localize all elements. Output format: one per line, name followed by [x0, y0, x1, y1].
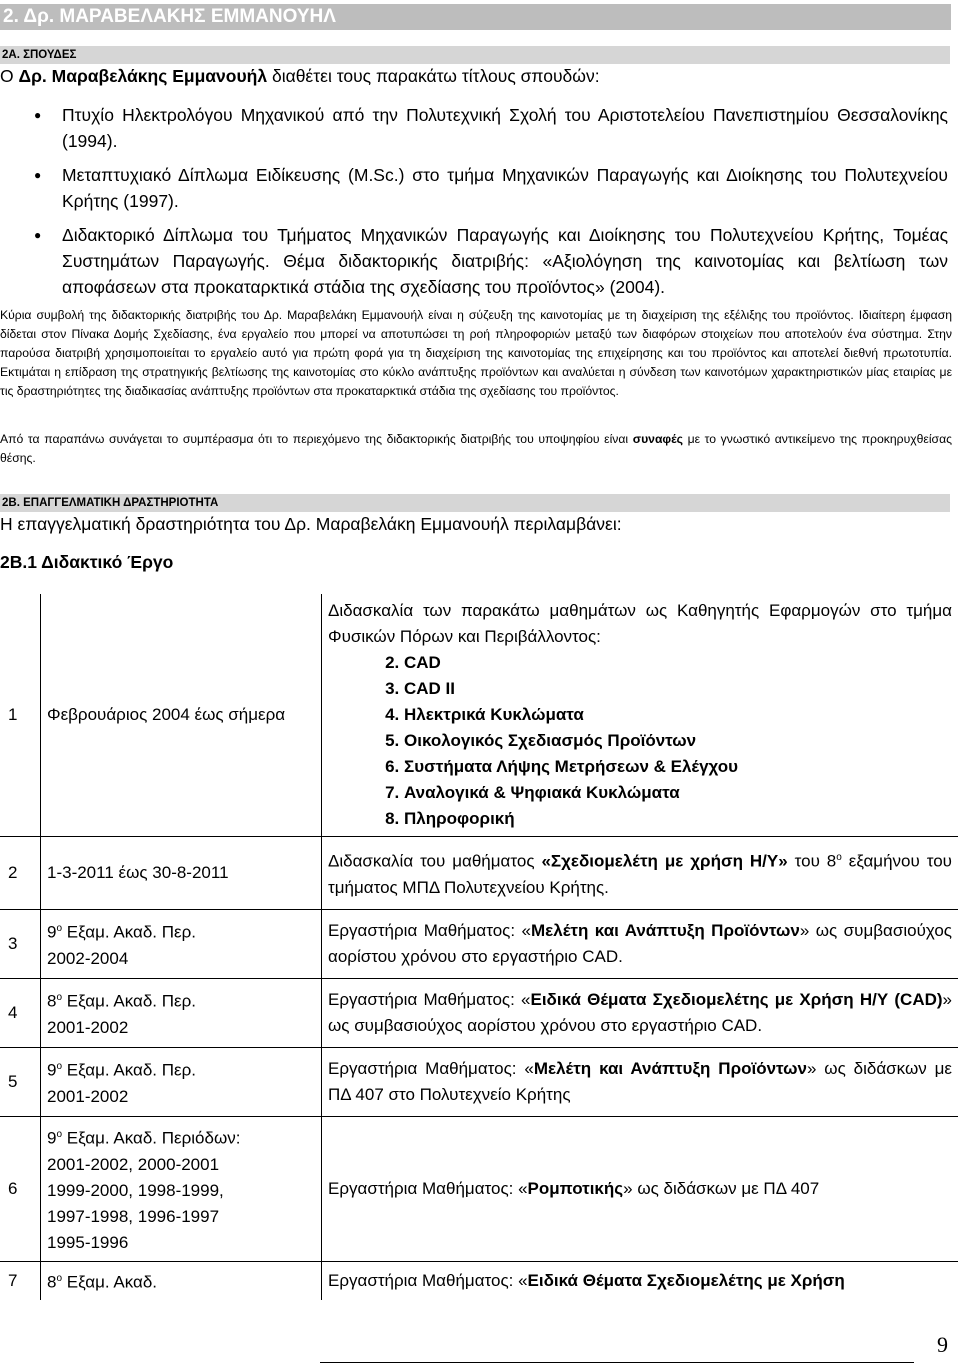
conclusion-pre: Από τα παραπάνω συνάγεται το συμπέρασμα ότι το περιεχόμενο της διδακτορικής διατριβής του υποψηφίου είναι	[0, 432, 633, 446]
course-item: 6. Συστήματα Λήψης Μετρήσεων & Ελέγχου	[404, 754, 952, 780]
row-period: Φεβρουάριος 2004 έως σήμερα	[41, 594, 322, 837]
teaching-work-title: 2Β.1 Διδακτικό Έργο	[0, 552, 174, 572]
row-description	[322, 910, 959, 979]
period-line: 1997-1998, 1996-1997	[47, 1206, 220, 1226]
desc-bold: Ειδικά Θέματα Σχεδιομελέτης με Χρήση	[527, 1271, 845, 1290]
desc-bold: Ειδικά Θέματα Σχεδιομελέτης με Χρήση Η/Υ (CAD)	[530, 990, 943, 1009]
subsection-professional-title: 2Β. ΕΠΑΓΓΕΛΜΑΤΙΚΗ ΔΡΑΣΤΗΡΙΟΤΗΤΑ	[0, 494, 950, 512]
period-sup: ο	[56, 992, 63, 1004]
row-description	[322, 979, 959, 1048]
course-item: 4. Ηλεκτρικά Κυκλώματα	[404, 702, 952, 728]
desc-post: » ως διδάσκων με ΠΔ 407	[623, 1179, 820, 1198]
row-number: 5	[0, 1048, 41, 1117]
course-item: 7. Αναλογικά & Ψηφιακά Κυκλώματα	[404, 780, 952, 806]
row-description	[322, 1048, 959, 1117]
desc-bold: «Σχεδιομελέτη με χρήση Η/Υ»	[541, 851, 788, 871]
period-b: Εξαμ. Ακαδ. Περιόδων:	[62, 1128, 241, 1148]
period-b: Εξαμ. Ακαδ. Περ.	[62, 1060, 196, 1080]
row-period	[41, 910, 322, 979]
desc-pre: Εργαστήρια Μαθήματος: «	[328, 1271, 528, 1290]
intro-name: Δρ. Μαραβελάκης Εμμανουήλ	[18, 66, 268, 86]
table-row	[0, 837, 958, 910]
row-desc-text: Διδασκαλία των παρακάτω μαθημάτων ως Καθηγητής Εφαρμογών στο τμήμα Φυσικών Πόρων και Περιβάλλοντος:	[328, 601, 952, 646]
intro-post: διαθέτει τους παρακάτω τίτλους σπουδών:	[267, 66, 600, 86]
course-list	[328, 650, 952, 832]
row-number: 2	[0, 837, 41, 910]
row-period	[41, 1117, 322, 1262]
course-item: 3. CAD II	[404, 676, 952, 702]
desc-post: » ως συμβασιούχος αορίστου χρόνου στο εργαστήριο CAD.	[328, 990, 953, 1035]
row-period	[41, 1262, 322, 1301]
period-sup: ο	[56, 1061, 63, 1073]
period-b: Εξαμ. Ακαδ. Περ.	[62, 991, 196, 1011]
period-c: 2001-2002	[47, 1086, 129, 1106]
row-period: 1-3-2011 έως 30-8-2011	[41, 837, 322, 910]
period-b: Εξαμ. Ακαδ. Περ.	[62, 922, 196, 942]
row-number: 4	[0, 979, 41, 1048]
intro-pre: Ο	[0, 66, 19, 86]
period-a: 9	[47, 1060, 57, 1080]
desc-pre: Εργαστήρια Μαθήματος: «	[328, 990, 531, 1009]
period-sup: ο	[56, 1129, 63, 1141]
period-b: Εξαμ. Ακαδ.	[62, 1272, 158, 1292]
thesis-paragraph: Κύρια συμβολή της διδακτορικής διατριβής του Δρ. Μαραβελάκη Εμμανουήλ είναι η σύζευξη της καινοτομίας με τη διαχείριση της εξέλιξης του προϊόντος. Ιδιαίτερη έμφαση δίδεται στον Πίνακα Δομής Σχεδίασης, ένα εργαλείο που μπορεί να αποτυπώσει τη ροή πληροφοριών μεταξύ των διαφόρων στοιχείων που αποτελούν ένα σύστημα. Στην παρούσα διατριβή χρησιμοποιείται το εργαλείο αυτό για πρώτη φορά για τη διαχείριση της καινοτομίας της επιχείρησης και του προϊόντος και αποτελεί διεθνή πρωτοτυπία. Εκτιμάται η επίδραση της στρατηγικής βελτίωσης της καινοτομίας στο κύκλο ανάπτυξης προϊόντων και αναλύεται η σύνδεση των καινοτόμων χαρακτηριστικών μίας εταιρίας με τις δραστηριότητες της διαδικασίας ανάπτυξης προϊόντων στα προκαταρκτικά στάδια της σχεδίασης του προϊόντος.	[0, 308, 952, 398]
desc-post: » ως συμβασιούχος αορίστου χρόνου στο εργαστήριο CAD.	[328, 921, 952, 966]
section-title: 2. Δρ. ΜΑΡΑΒΕΛΑΚΗΣ ΕΜΜΑΝΟΥΗΛ	[0, 4, 951, 30]
period-a: 9	[47, 922, 57, 942]
course-item: 2. CAD	[404, 650, 952, 676]
row-description	[322, 837, 959, 910]
period-line: 1999-2000, 1998-1999,	[47, 1180, 224, 1200]
degree-item: ● Μεταπτυχιακό Δίπλωμα Ειδίκευσης (M.Sc.) στο τμήμα Μηχανικών Παραγωγής και Διοίκησης του Πολυτεχνείου Κρήτης (1997).	[0, 162, 948, 214]
table-row	[0, 1262, 958, 1301]
conclusion-paragraph	[0, 430, 952, 468]
table-row	[0, 979, 958, 1048]
teaching-table	[0, 594, 958, 1300]
desc-sup: ο	[836, 852, 842, 864]
row-number: 1	[0, 594, 41, 837]
desc-mid: του 8	[787, 851, 837, 871]
row-description	[322, 594, 959, 837]
desc-pre: Διδασκαλία του μαθήματος	[328, 851, 542, 871]
conclusion-post: με το γνωστικό αντικείμενο της προκηρυχθείσας θέσης.	[0, 432, 952, 465]
table-row	[0, 1117, 958, 1262]
desc-post: » ως διδάσκων με ΠΔ 407 στο Πολυτεχνείο Κρήτης	[328, 1059, 952, 1104]
desc-bold: Μελέτη και Ανάπτυξη Προϊόντων	[531, 921, 800, 940]
table-row	[0, 910, 958, 979]
desc-bold: Ρομποτικής	[527, 1179, 624, 1198]
degree-item: ● Διδακτορικό Δίπλωμα του Τμήματος Μηχανικών Παραγωγής και Διοίκησης του Πολυτεχνείου Κρήτης, Τομέας Συστημάτων Παραγωγής. Θέμα διδακτορικής διατριβής: «Αξιολόγηση της καινοτομίας και βελτίωση των αποφάσεων στα προκαταρκτικά στάδια της σχεδίασης του προϊόντος» (2004).	[0, 222, 948, 300]
period-a: 8	[47, 1272, 57, 1292]
period-c: 2002-2004	[47, 948, 129, 968]
row-description	[322, 1262, 959, 1301]
desc-pre: Εργαστήρια Μαθήματος: «	[328, 1059, 534, 1078]
period-line: 1995-1996	[47, 1232, 129, 1252]
desc-pre: Εργαστήρια Μαθήματος: «	[328, 1179, 528, 1198]
desc-post: εξαμήνου του τμήματος ΜΠΔ Πολυτεχνείου Κρήτης.	[328, 851, 952, 897]
course-item: 5. Οικολογικός Σχεδιασμός Προϊόντων	[404, 728, 952, 754]
desc-pre: Εργαστήρια Μαθήματος: «	[328, 921, 532, 940]
period-a: 8	[47, 991, 57, 1011]
degree-item: ● Πτυχίο Ηλεκτρολόγου Μηχανικού από την Πολυτεχνική Σχολή του Αριστοτελείου Πανεπιστημίου Θεσσαλονίκης (1994).	[0, 102, 948, 154]
period-c: 2001-2002	[47, 1017, 129, 1037]
table-row	[0, 1048, 958, 1117]
studies-intro	[0, 66, 600, 87]
footer-rule	[320, 1362, 914, 1363]
table-row	[0, 594, 958, 837]
row-number: 7	[0, 1262, 41, 1301]
row-description	[322, 1117, 959, 1262]
course-item: 8. Πληροφορική	[404, 806, 952, 832]
desc-bold: Μελέτη και Ανάπτυξη Προϊόντων	[533, 1059, 807, 1078]
row-period	[41, 1048, 322, 1117]
row-number: 3	[0, 910, 41, 979]
degree-list	[0, 102, 948, 308]
page-number: 9	[937, 1332, 948, 1357]
period-a: 9	[47, 1128, 57, 1148]
conclusion-bold: συναφές	[632, 432, 683, 446]
professional-intro: Η επαγγελματική δραστηριότητα του Δρ. Μαραβελάκη Εμμανουήλ περιλαμβάνει:	[0, 514, 622, 534]
period-sup: ο	[56, 923, 63, 935]
row-period	[41, 979, 322, 1048]
subsection-studies-title: 2Α. ΣΠΟΥΔΕΣ	[0, 46, 950, 64]
period-sup: ο	[56, 1273, 63, 1285]
period-line: 2001-2002, 2000-2001	[47, 1154, 220, 1174]
row-number: 6	[0, 1117, 41, 1262]
